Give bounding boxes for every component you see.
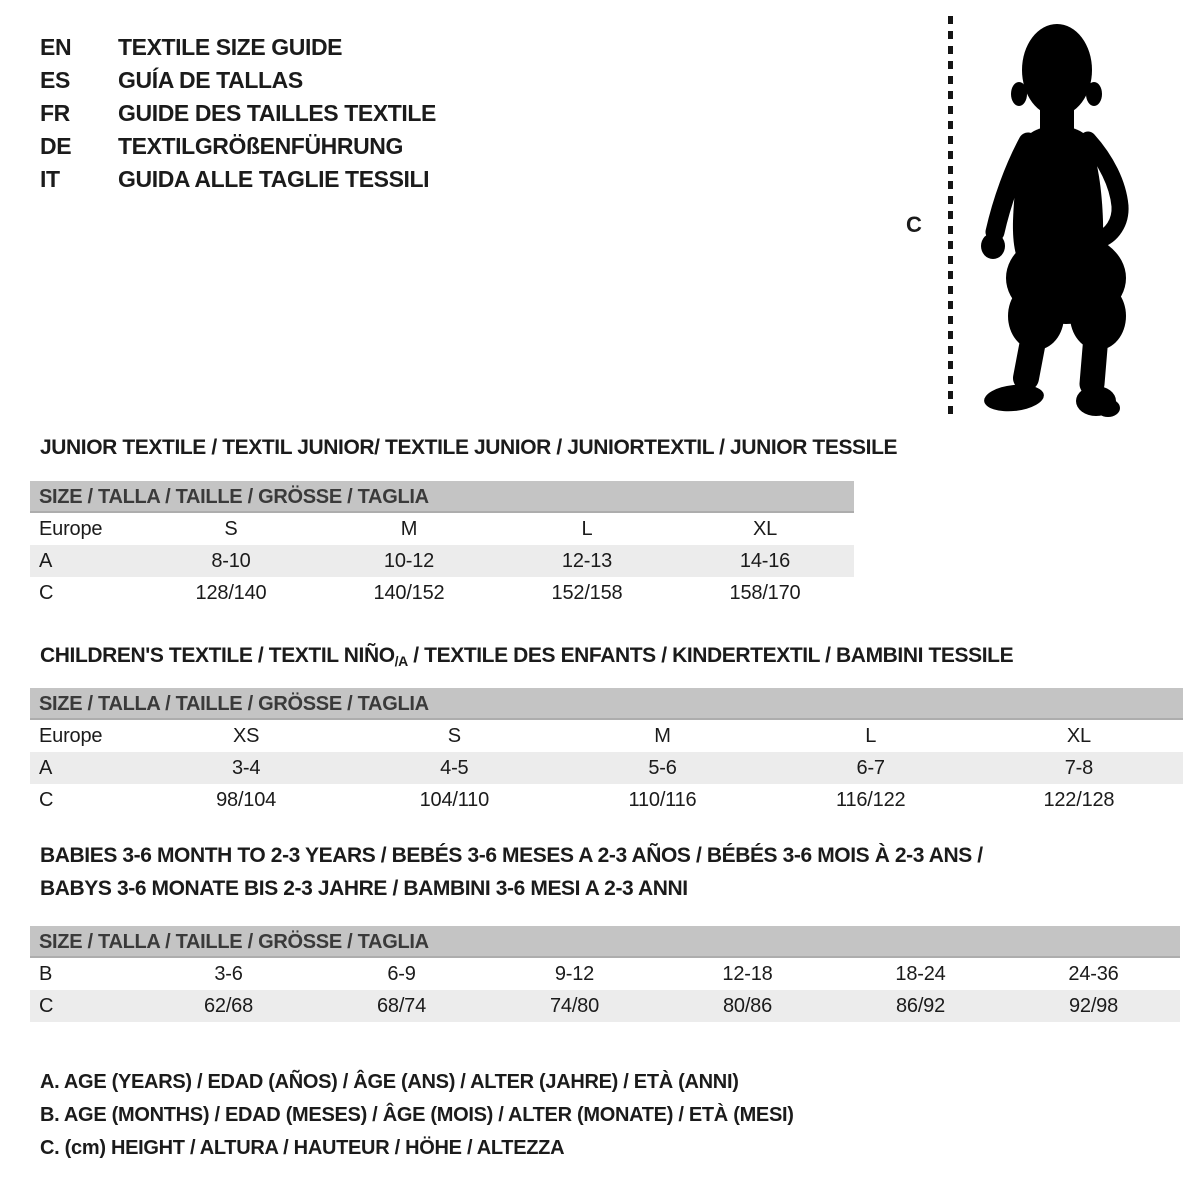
months-value: 6-9 [387,963,416,985]
height-value: 140/152 [373,582,445,604]
children-section-title [40,644,1013,669]
height-value: 92/98 [1068,995,1119,1017]
table-row-height [30,990,1180,1022]
age-value: 6-7 [856,757,885,779]
months-value: 12-18 [722,963,773,985]
language-row-es [40,64,436,97]
age-value: 4-5 [440,757,469,779]
size-header-bar: SIZE / TALLA / TAILLE / GRÖSSE / TAGLIA [30,688,1183,720]
age-value: 3-4 [231,757,261,779]
language-code: DE [40,133,72,159]
age-value: 5-6 [648,757,677,779]
language-row-de [40,130,436,163]
height-value: 122/128 [1043,789,1115,811]
age-value: 14-16 [739,550,791,572]
legend-age-years: A. AGE (YEARS) / EDAD (AÑOS) / ÂGE (ANS) / ALTER (JAHRE) / ETÀ (ANNI) [40,1071,739,1093]
junior-size-table [30,481,854,609]
language-title: GUIDA ALLE TAGLIE TESSILI [118,166,430,192]
height-value: 128/140 [195,582,267,604]
legend [40,1066,794,1165]
language-code: IT [40,166,60,192]
table-row-age [30,545,854,577]
height-value: 62/68 [203,995,254,1017]
height-value: 152/158 [551,582,623,604]
months-value: 9-12 [554,963,595,985]
language-row-en [40,31,436,64]
size-col: S [224,518,238,540]
row-label: A [39,757,53,779]
months-value: 24-36 [1068,963,1119,985]
height-value: 116/122 [836,789,906,811]
children-title-prefix: CHILDREN'S TEXTILE / TEXTIL NIÑO [40,644,395,667]
size-col: L [581,518,593,540]
children-title-suffix: / TEXTILE DES ENFANTS / KINDERTEXTIL / BAMBINI TESSILE [407,644,1014,667]
size-col: L [865,725,877,747]
language-code: ES [40,67,70,93]
age-value: 8-10 [211,550,251,572]
height-value: 98/104 [216,789,277,811]
height-value: 68/74 [376,995,427,1017]
row-label: A [39,550,53,572]
age-value: 7-8 [1064,757,1094,779]
size-col: M [400,518,418,540]
children-size-table [30,688,1183,816]
row-label: C [39,995,54,1017]
row-label: B [39,963,53,985]
row-label: C [39,582,54,604]
height-value: 104/110 [419,789,490,811]
size-col: S [447,725,461,747]
language-row-fr [40,97,436,130]
toddler-silhouette-icon [962,16,1148,420]
region-label: Europe [39,518,103,540]
table-row-sizes [30,513,854,545]
months-value: 3-6 [214,963,243,985]
language-title: TEXTILGRÖßENFÜHRUNG [118,133,403,159]
age-value: 12-13 [561,550,613,572]
size-col: XS [232,725,260,747]
language-code: EN [40,34,72,60]
months-value: 18-24 [895,963,946,985]
junior-section-title: JUNIOR TEXTILE / TEXTIL JUNIOR/ TEXTILE JUNIOR / JUNIORTEXTIL / JUNIOR TESSILE [40,436,898,459]
height-value: 86/92 [895,995,946,1017]
legend-height-cm: C. (cm) HEIGHT / ALTURA / HAUTEUR / HÖHE / ALTEZZA [40,1137,565,1159]
language-title: GUÍA DE TALLAS [118,67,303,93]
height-value: 74/80 [549,995,600,1017]
height-measure-dashed-line [948,16,953,416]
height-measure-label: C [906,212,922,237]
language-row-it [40,163,436,196]
height-value: 80/86 [722,995,773,1017]
region-label: Europe [39,725,103,747]
language-title: TEXTILE SIZE GUIDE [118,34,343,60]
table-row-age [30,752,1183,784]
row-label: C [39,789,54,811]
babies-section-title-line2: BABYS 3-6 MONATE BIS 2-3 JAHRE / BAMBINI 3-6 MESI A 2-3 ANNI [40,877,688,900]
children-title-subscript: /A [394,653,408,669]
language-title: GUIDE DES TAILLES TEXTILE [118,100,436,126]
size-header-bar: SIZE / TALLA / TAILLE / GRÖSSE / TAGLIA [30,926,1180,958]
height-value: 110/116 [628,789,697,811]
size-header-bar: SIZE / TALLA / TAILLE / GRÖSSE / TAGLIA [30,481,854,513]
size-col: XL [752,518,778,540]
language-code: FR [40,100,70,126]
height-value: 158/170 [729,582,801,604]
table-row-height [30,577,854,609]
table-row-sizes [30,720,1183,752]
table-row-height [30,784,1183,816]
legend-age-months: B. AGE (MONTHS) / EDAD (MESES) / ÂGE (MOIS) / ALTER (MONATE) / ETÀ (MESI) [40,1104,794,1126]
language-list [40,31,436,196]
table-row-months [30,958,1180,990]
babies-section-title-line1: BABIES 3-6 MONTH TO 2-3 YEARS / BEBÉS 3-6 MESES A 2-3 AÑOS / BÉBÉS 3-6 MOIS À 2-3 ANS / [40,844,983,867]
size-col: M [654,725,671,747]
babies-size-table [30,926,1180,1022]
age-value: 10-12 [383,550,435,572]
size-col: XL [1066,725,1091,747]
